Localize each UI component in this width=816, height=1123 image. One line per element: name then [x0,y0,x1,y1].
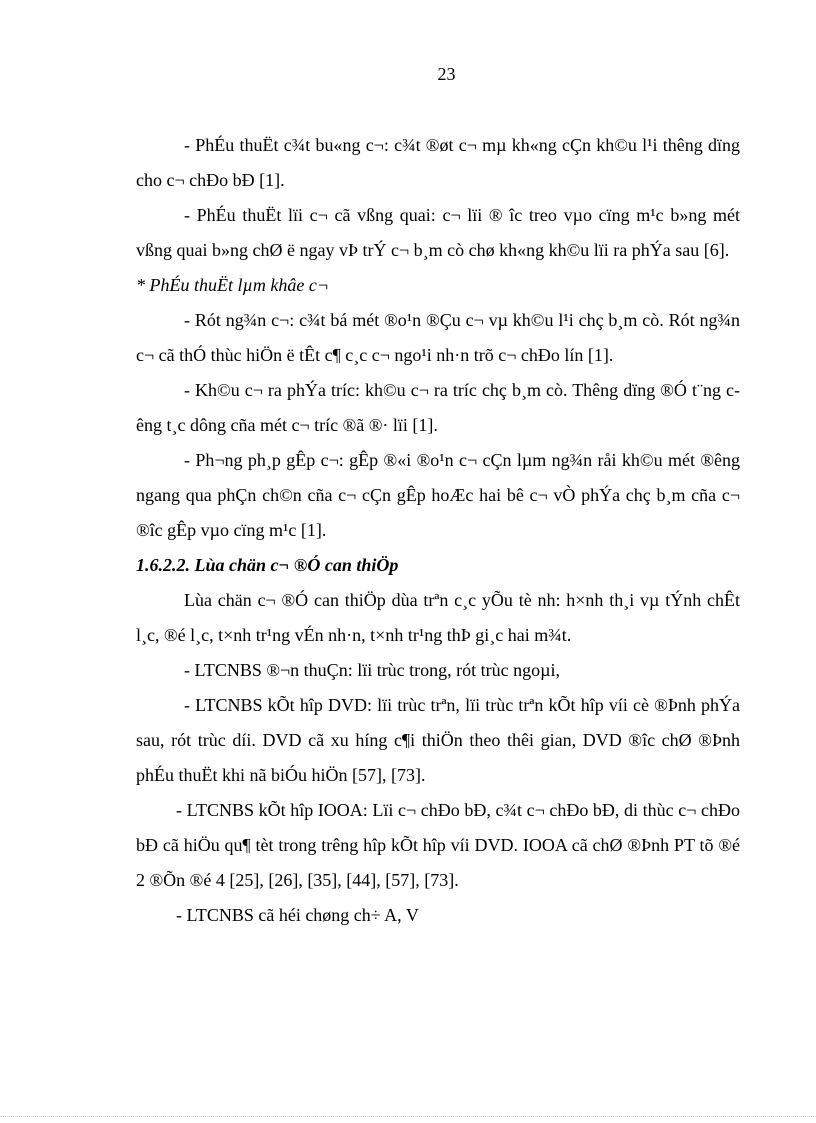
paragraph-ltcnbs-dvd: - LTCNBS kÕt hîp DVD: lïi trùc trªn, lïi trùc trªn kÕt hîp víi cè ®Þnh phÝa sau, rót trùc díi. DVD cã xu híng c¶i thiÖn theo thêi gian, DVD ®îc chØ ®Þnh phÉu thuËt khi nã biÓu hiÖn [57], [73]. [136,695,740,785]
paragraph-ltcnbs-simple: - LTCNBS ®¬n thuÇn: lïi trùc trong, rót trùc ngoµi, [184,660,561,680]
page-number: 23 [437,64,456,84]
section-heading-muscle-selection: 1.6.2.2. Lùa chän c¬ ®Ó can thiÖp [136,555,399,575]
paragraph-ltcnbs-iooa: - LTCNBS kÕt hîp IOOA: Lïi c¬ chÐo bÐ, c¾t c¬ chÐo bÐ, di thùc c¬ chÐo bÐ cã hiÖu qu¶ tèt trong trêng hîp kÕt hîp víi DVD. IOOA cã chØ ®Þnh PT tõ ®é 2 ®Õn ®é 4 [25], [26], [35], [44], [57], [73]. [136,800,740,890]
paragraph-selection-criteria: Lùa chän c¬ ®Ó can thiÖp dùa trªn c¸c yÕu tè nh: h×nh th¸i vµ tÝnh chÊt l¸c, ®é l¸c, t×nh tr¹ng vÉn nh·n, t×nh tr¹ng thÞ gi¸c hai m¾t. [136,590,740,645]
paragraph-recession-release: - PhÉu thuËt c¾t bu«ng c¬: c¾t ®øt c¬ mµ kh«ng cÇn kh©u l¹i thêng dïng cho c¬ chÐo bÐ [1]. [136,135,740,190]
paragraph-hang-back-recession: - PhÉu thuËt lïi c¬ cã vßng quai: c¬ lïi ® îc treo vµo cïng m¹c b»ng mét vßng quai b»ng chØ ë ngay vÞ trÝ c¬ b¸m cò chø kh«ng kh©u lïi ra phÝa sau [6]. [136,205,740,260]
page-bottom-divider [0,1116,816,1117]
paragraph-advancement: - Kh©u c¬ ra phÝa tríc: kh©u c¬ ra tríc chç b¸m cò. Thêng dïng ®Ó t¨ng cêng t¸c dông cña mét c¬ tríc ®ã ®· lïi [1]. [136,380,740,435]
paragraph-resection: - Rót ng¾n c¬: c¾t bá mét ®o¹n ®Çu c¬ vµ kh©u l¹i chç b¸m cò. Rót ng¾n c¬ cã thÓ thùc hiÖn ë tÊt c¶ c¸c c¬ ngo¹i nh·n trõ c¬ chÐo lín [1]. [136,310,740,365]
document-body [136,128,740,933]
subheading-strengthening-surgery: * PhÉu thuËt lµm khâe c¬ [136,275,329,295]
paragraph-ltcnbs-av-pattern: - LTCNBS cã héi chøng ch÷ A, V [176,905,419,925]
paragraph-plication: - Ph¬ng ph¸p gÊp c¬: gÊp ®«i ®o¹n c¬ cÇn lµm ng¾n råi kh©u mét ®êng ngang qua phÇn ch©n cña c¬ cÇn gÊp hoÆc hai bê c¬ vÒ phÝa chç b¸m cña c¬ ®îc gÊp vµo cïng m¹c [1]. [136,450,740,540]
